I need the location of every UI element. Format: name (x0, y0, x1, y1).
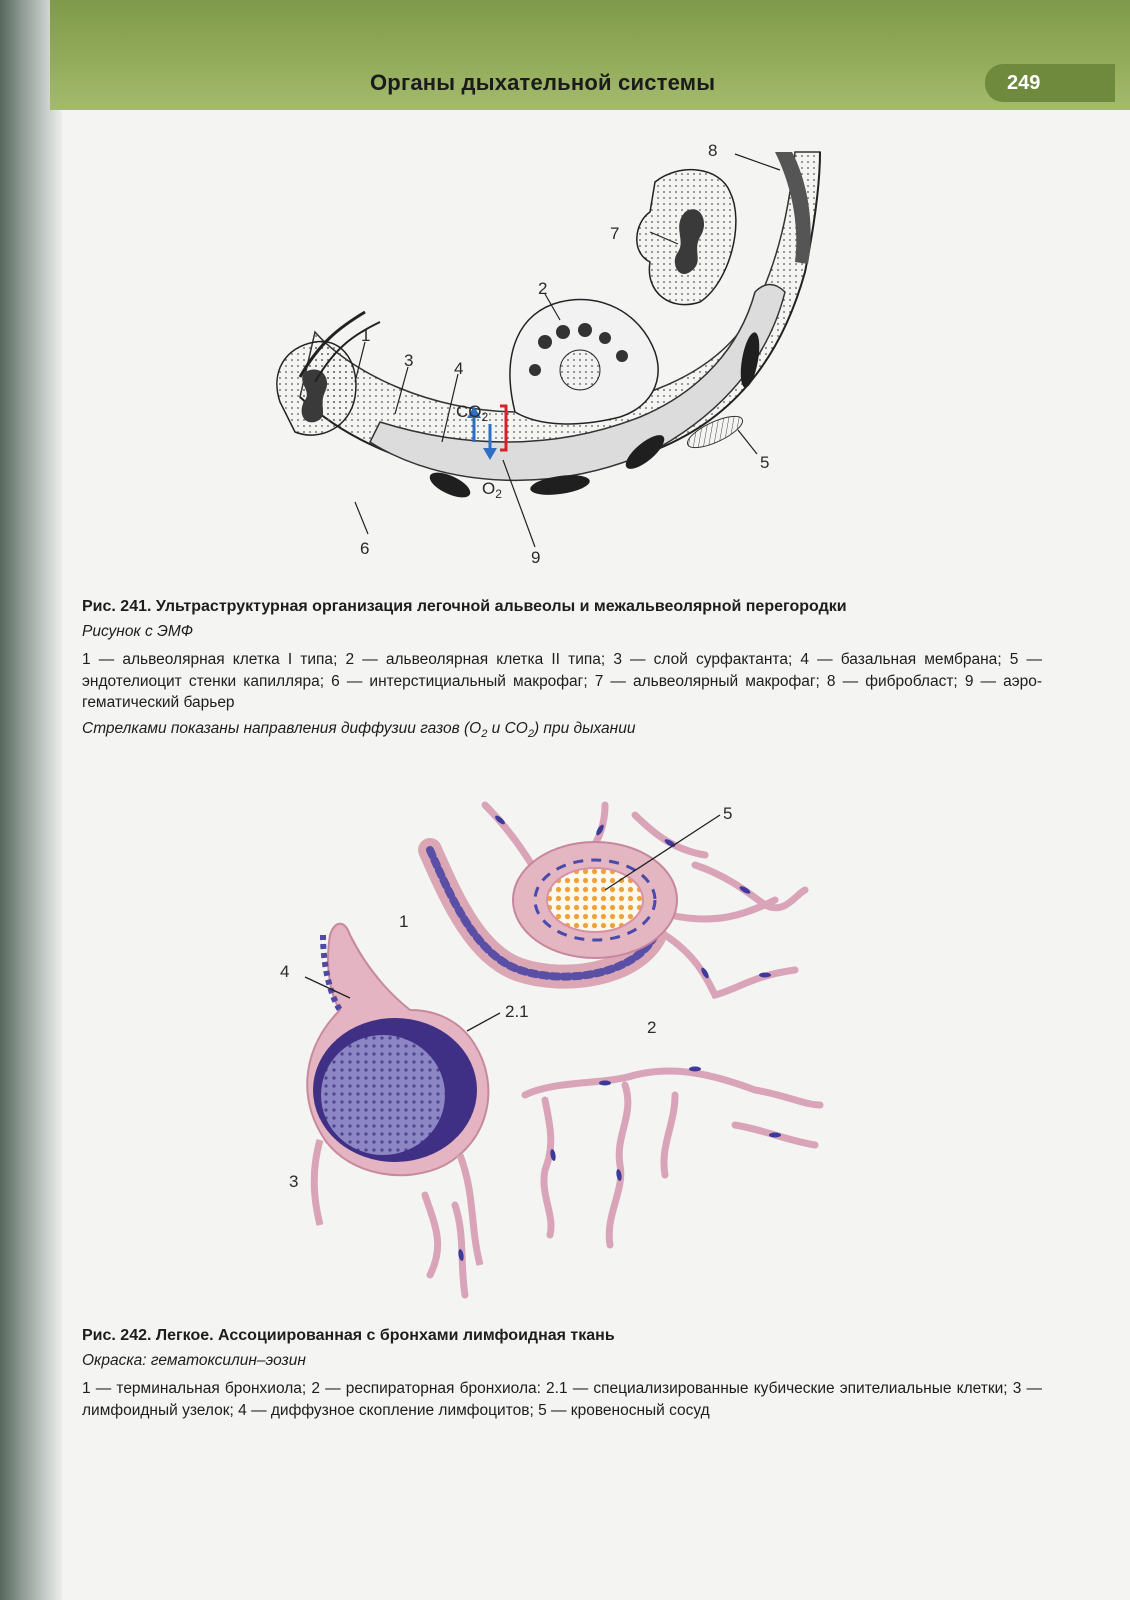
label-8: 8 (708, 142, 718, 160)
legend-item: ; 2 — респираторная бронхиола: 2.1 — специализированные кубические эпителиальные клетки (302, 1380, 1003, 1397)
figure-241-title: Рис. 241. Ультраструктурная организация легочной альвеолы и межальвеолярной перегородки (82, 598, 847, 615)
label-9: 9 (531, 548, 541, 567)
legend-item: ; 2 — альвеолярная клетка II типа (333, 651, 601, 668)
legend-item: ; 3 — слой сурфактанта (601, 651, 788, 668)
label-2-1: 2.1 (505, 1002, 529, 1021)
label-5: 5 (760, 453, 770, 472)
figure-241-note: Стрелками показаны направления диффузии газов ($O_2$ и $CO_2$) при дыхании (82, 719, 636, 740)
label-7: 7 (610, 224, 620, 243)
legend-item: ; 4 — базальная мембрана (788, 651, 997, 668)
page-title: Органы дыхательной системы (370, 70, 716, 95)
legend-item: ; 3 — лимфоидный узелок (82, 1380, 1042, 1419)
label-4: 4 (454, 359, 464, 378)
label-2: 2 (647, 1018, 657, 1037)
figure-241-legend (82, 649, 1042, 714)
label-6: 6 (360, 539, 370, 558)
figure-242-legend (82, 1378, 1042, 1421)
alveolar-cell-type-2 (510, 299, 658, 424)
figure-242-caption (82, 1325, 1042, 1421)
interstitial-macrophage (277, 341, 356, 435)
label-2: 2 (538, 279, 548, 298)
label-1: 1 (399, 912, 409, 931)
legend-item: ; 6 — интерстициальный макрофаг (320, 673, 584, 690)
book-spine-shadow (0, 0, 62, 1600)
legend-item: ; 5 — кровеносный сосуд (529, 1402, 709, 1419)
label-3: 3 (404, 351, 414, 370)
figure-241-source: Рисунок с ЭМФ (82, 623, 194, 640)
label-o2: $O_2$ (482, 479, 502, 501)
legend-item: ; 5 — эндотелиоцит стенки капилляра (82, 651, 1042, 690)
figure-241-illustration (260, 142, 850, 582)
legend-item: ; 9 — аэро-гематический барьер (82, 673, 1042, 712)
legend-item: ; 7 — альвеолярный макрофаг (583, 673, 815, 690)
label-4: 4 (280, 962, 290, 981)
figure-242-title: Рис. 242. Легкое. Ассоциированная с бронхами лимфоидная ткань (82, 1327, 615, 1344)
legend-item: 1 — терминальная бронхиола (82, 1380, 302, 1397)
label-3: 3 (289, 1172, 299, 1191)
legend-item: ; 8 — фибробласт (816, 673, 954, 690)
label-1: 1 (361, 326, 371, 345)
label-5: 5 (723, 804, 733, 823)
legend-item: ; 4 — диффузное скопление лимфоцитов (230, 1402, 530, 1419)
figure-241-caption (82, 596, 1042, 745)
legend-item: 1 — альвеолярная клетка I типа (82, 651, 334, 668)
page-number: 249 (985, 64, 1115, 102)
alveolar-macrophage (637, 170, 736, 305)
figure-242-illustration (275, 795, 835, 1305)
label-co2: $CO_2$ (456, 402, 489, 424)
figure-242-stain: Окраска: гематоксилин–эозин (82, 1352, 306, 1369)
respiratory-bronchiole-with-nodule (307, 924, 488, 1265)
